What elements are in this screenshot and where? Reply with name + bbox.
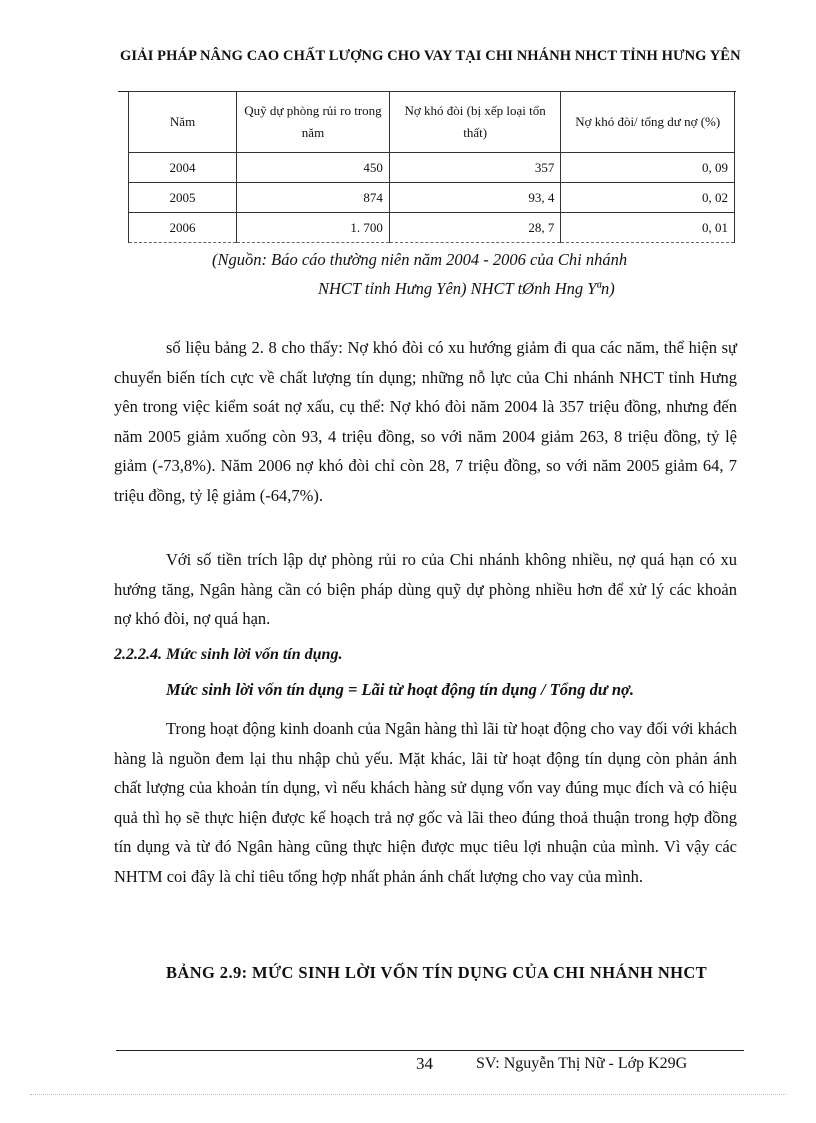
cell-ratio: 0, 09 [561, 153, 735, 183]
table-row [129, 213, 735, 243]
table-source-note [212, 245, 732, 303]
cell-year: 2006 [129, 213, 237, 243]
table-row [129, 183, 735, 213]
footer-rule [116, 1050, 744, 1051]
section-heading: 2.2.2.4. Mức sinh lời vốn tín dụng. [114, 646, 343, 663]
formula-line: Mức sinh lời vốn tín dụng = Lãi từ hoạt động tín dụng / Tổng dư nợ. [166, 680, 635, 699]
header-bad-debt: Nợ khó đòi (bị xếp loại tổn thất) [389, 92, 561, 153]
cell-risk-fund: 450 [237, 153, 390, 183]
page-bottom-dotted-line [30, 1094, 786, 1095]
table-header-row [129, 92, 735, 153]
header-risk-fund: Quỹ dự phòng rủi ro trong năm [237, 92, 390, 153]
cell-risk-fund: 874 [237, 183, 390, 213]
source-line-1: (Nguồn: Báo cáo thường niên năm 2004 - 2006 của Chi nhánh [212, 250, 628, 269]
cell-risk-fund: 1. 700 [237, 213, 390, 243]
cell-bad-debt: 28, 7 [389, 213, 561, 243]
cell-year: 2004 [129, 153, 237, 183]
cell-bad-debt: 93, 4 [389, 183, 561, 213]
source-line-2: NHCT tỉnh Hưng Yên) NHCT tØnh Hng Yªn) [318, 279, 615, 298]
running-header: GIẢI PHÁP NÂNG CAO CHẤT LƯỢNG CHO VAY TẠI CHI NHÁNH NHCT TỈNH HƯNG YÊN [120, 48, 741, 64]
cell-year: 2005 [129, 183, 237, 213]
paragraph-profitability: Trong hoạt động kinh doanh của Ngân hàng thì lãi từ hoạt động cho vay đối với khách hàng là nguồn đem lại thu nhập chủ yếu. Mặt khác, lãi từ hoạt động tín dụng còn phản ánh chất lượng của khoản tín dụng, vì nếu khách hàng sử dụng vốn vay đúng mục đích và có hiệu quả thì họ sẽ thực hiện được kế hoạch trả nợ gốc và lãi theo đúng thoả thuận trong hợp đồng tín dụng và từ đó Ngân hàng cũng thực hiện được mục tiêu lợi nhuận của mình. Vì vậy các NHTM coi đây là chỉ tiêu tổng hợp nhất phản ánh chất lượng cho vay của mình. [114, 719, 737, 886]
risk-provision-table [128, 91, 735, 243]
table-title: BẢNG 2.9: MỨC SINH LỜI VỐN TÍN DỤNG CỦA CHI NHÁNH NHCT [166, 963, 708, 982]
header-year: Năm [129, 92, 237, 153]
header-bad-debt-ratio: Nợ khó đòi/ tổng dư nợ (%) [561, 92, 735, 153]
paragraph-analysis: số liệu bảng 2. 8 cho thấy: Nợ khó đòi có xu hướng giảm đi qua các năm, thể hiện sự chuyển biến tích cực về chất lượng tín dụng; những nỗ lực của Chi nhánh NHCT tỉnh Hưng yên trong việc kiểm soát nợ xấu, cụ thể: Nợ khó đòi năm 2004 là 357 triệu đồng, nhưng đến năm 2005 giảm xuống còn 93, 4 triệu đồng, so với năm 2004 giảm 263, 8 triệu đồng, tỷ lệ giảm (-73,8%). Năm 2006 nợ khó đòi chỉ còn 28, 7 triệu đồng, so với năm 2005 giảm 64, 7 triệu đồng, tỷ lệ giảm (-64,7%). [114, 338, 737, 505]
table-row [129, 153, 735, 183]
page-number: 34 [416, 1054, 433, 1073]
student-info: SV: Nguyễn Thị Nữ - Lớp K29G [476, 1055, 688, 1072]
paragraph-provision: Với số tiền trích lập dự phòng rủi ro của Chi nhánh không nhiều, nợ quá hạn có xu hướng tăng, Ngân hàng cần có biện pháp dùng quỹ dự phòng nhiều hơn để xử lý các khoản nợ khó đòi, nợ quá hạn. [114, 550, 737, 629]
cell-ratio: 0, 01 [561, 213, 735, 243]
cell-ratio: 0, 02 [561, 183, 735, 213]
cell-bad-debt: 357 [389, 153, 561, 183]
